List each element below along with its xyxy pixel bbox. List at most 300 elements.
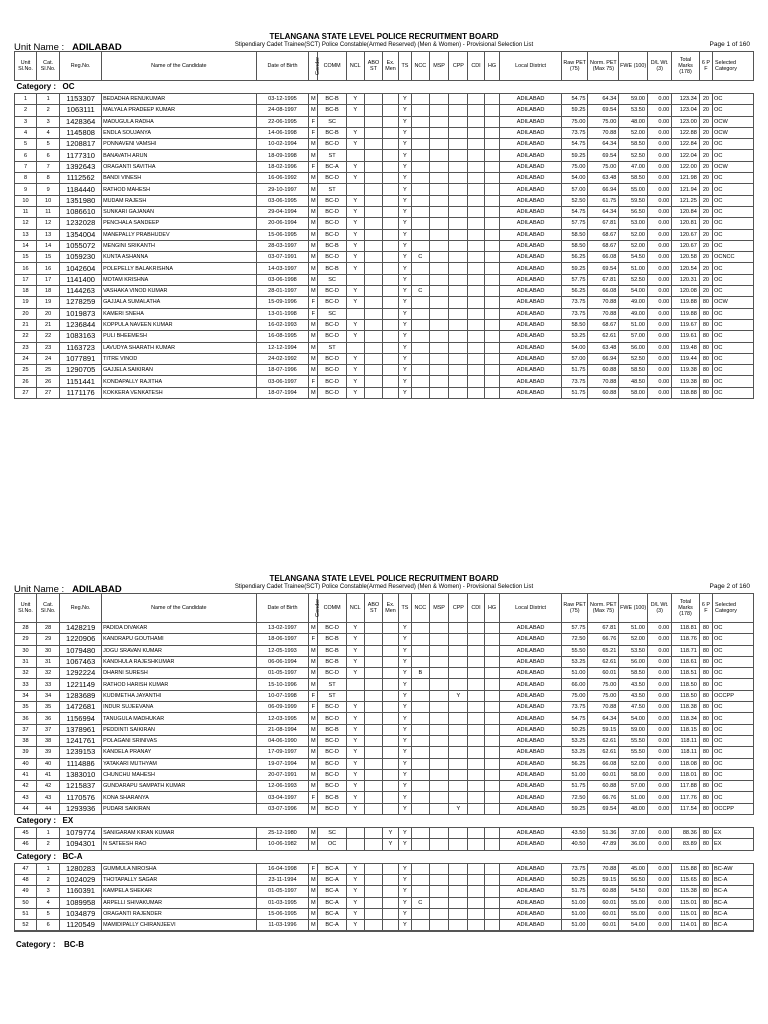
table-row — [15, 656, 754, 667]
date-of-birth-cell: 18-02-1996 — [256, 161, 309, 172]
fwe-cell: 58.50 — [619, 139, 648, 150]
cpp-cell: Y — [449, 690, 468, 701]
cat-sl-no-cell: 7 — [37, 161, 60, 172]
dl-wt-cell: 0.00 — [647, 828, 671, 839]
unit-sl-no-cell: 12 — [15, 218, 37, 229]
ts-cell: Y — [398, 792, 411, 803]
header-total-marks: Total Marks (178) — [672, 594, 700, 623]
hg-cell — [484, 94, 499, 105]
ncc-cell — [412, 387, 430, 398]
total-marks-cell: 115.88 — [672, 863, 700, 874]
hg-cell — [484, 252, 499, 263]
table-row — [15, 735, 754, 746]
ncc-cell — [412, 173, 430, 184]
ts-cell: Y — [398, 656, 411, 667]
selected-category-cell: OCW — [713, 127, 754, 138]
header-cpp: CPP — [449, 52, 468, 81]
unit-sl-no-cell: 36 — [15, 713, 37, 724]
header-total-marks: Total Marks (178) — [672, 52, 700, 81]
cpp-cell — [449, 116, 468, 127]
dl-wt-cell: 0.00 — [647, 184, 671, 195]
cpp-cell — [449, 387, 468, 398]
gender-cell: F — [309, 634, 318, 645]
raw-pet-cell: 57.00 — [561, 353, 587, 364]
table-row — [15, 645, 754, 656]
unit-sl-no-cell: 41 — [15, 769, 37, 780]
header-community: COMM — [318, 52, 347, 81]
reg-no-cell: 1236844 — [60, 319, 102, 330]
hg-cell — [484, 668, 499, 679]
date-of-birth-cell: 03-12-1995 — [256, 94, 309, 105]
unit-sl-no-cell: 31 — [15, 656, 37, 667]
community-cell: BC-B — [318, 127, 347, 138]
fwe-cell: 53.50 — [619, 645, 648, 656]
ex-men-cell — [383, 161, 398, 172]
selected-category-cell: OC — [713, 173, 754, 184]
ncl-cell: Y — [346, 803, 364, 814]
unit-sl-no-cell: 1 — [15, 94, 37, 105]
ncc-cell — [412, 634, 430, 645]
ex-men-cell: Y — [383, 828, 398, 839]
community-cell: ST — [318, 679, 347, 690]
gender-cell: M — [309, 286, 318, 297]
cdi-cell — [468, 218, 485, 229]
local-district-cell: ADILABAD — [500, 240, 562, 251]
ex-men-cell — [383, 365, 398, 376]
norm-pet-cell: 47.89 — [588, 839, 619, 850]
norm-pet-cell: 69.54 — [588, 803, 619, 814]
ts-cell: Y — [398, 139, 411, 150]
community-cell: ST — [318, 690, 347, 701]
dl-wt-cell: 0.00 — [647, 376, 671, 387]
dl-wt-cell: 0.00 — [647, 735, 671, 746]
reg-no-cell: 1428219 — [60, 623, 102, 634]
community-cell: SC — [318, 308, 347, 319]
fwe-cell: 55.00 — [619, 908, 648, 919]
ex-men-cell — [383, 886, 398, 897]
cdi-cell — [468, 803, 485, 814]
table-row — [15, 331, 754, 342]
selected-category-cell: OC — [713, 263, 754, 274]
table-row — [15, 769, 754, 780]
abo-st-cell — [364, 656, 383, 667]
ncl-cell — [346, 342, 364, 353]
raw-pet-cell: 51.75 — [561, 365, 587, 376]
cpp-cell — [449, 634, 468, 645]
ncl-cell — [346, 150, 364, 161]
hg-cell — [484, 828, 499, 839]
norm-pet-cell: 60.01 — [588, 908, 619, 919]
cpp-cell — [449, 758, 468, 769]
date-of-birth-cell: 18-06-1997 — [256, 634, 309, 645]
fwe-cell: 52.00 — [619, 758, 648, 769]
date-of-birth-cell: 21-08-1994 — [256, 724, 309, 735]
local-district-cell: ADILABAD — [500, 94, 562, 105]
dl-wt-cell: 0.00 — [647, 365, 671, 376]
six-pf-cell: 20 — [699, 274, 712, 285]
cdi-cell — [468, 908, 485, 919]
ts-cell: Y — [398, 713, 411, 724]
hg-cell — [484, 206, 499, 217]
norm-pet-cell: 62.61 — [588, 656, 619, 667]
norm-pet-cell: 69.54 — [588, 150, 619, 161]
ex-men-cell — [383, 769, 398, 780]
total-marks-cell: 122.88 — [672, 127, 700, 138]
candidate-name-cell: PADIDA DIVAKAR — [102, 623, 256, 634]
ncl-cell: Y — [346, 353, 364, 364]
msp-cell — [429, 758, 449, 769]
ncl-cell: Y — [346, 781, 364, 792]
cdi-cell — [468, 252, 485, 263]
subtitle-row — [14, 583, 754, 593]
unit-sl-no-cell: 46 — [15, 839, 37, 850]
candidate-name-cell: ENDLA SOUJANYA — [102, 127, 256, 138]
abo-st-cell — [364, 645, 383, 656]
table-row — [15, 886, 754, 897]
date-of-birth-cell: 01-03-1995 — [256, 897, 309, 908]
hg-cell — [484, 920, 499, 931]
local-district-cell: ADILABAD — [500, 150, 562, 161]
candidate-name-cell: TITRE VINOD — [102, 353, 256, 364]
ts-cell: Y — [398, 229, 411, 240]
norm-pet-cell: 63.48 — [588, 173, 619, 184]
cpp-cell — [449, 218, 468, 229]
local-district-cell: ADILABAD — [500, 274, 562, 285]
ncc-cell — [412, 758, 430, 769]
unit-sl-no-cell: 10 — [15, 195, 37, 206]
raw-pet-cell: 73.75 — [561, 376, 587, 387]
norm-pet-cell: 63.48 — [588, 342, 619, 353]
msp-cell — [429, 150, 449, 161]
local-district-cell: ADILABAD — [500, 331, 562, 342]
six-pf-cell: 20 — [699, 127, 712, 138]
msp-cell — [429, 839, 449, 850]
total-marks-cell: 118.08 — [672, 758, 700, 769]
page-number: Page 1 of 160 — [709, 41, 750, 48]
ex-men-cell — [383, 206, 398, 217]
ncc-cell — [412, 184, 430, 195]
fwe-cell: 58.00 — [619, 387, 648, 398]
six-pf-cell: 80 — [699, 331, 712, 342]
dl-wt-cell: 0.00 — [647, 195, 671, 206]
cat-sl-no-cell: 14 — [37, 240, 60, 251]
total-marks-cell: 119.48 — [672, 342, 700, 353]
header-msp: MSP — [429, 594, 449, 623]
local-district-cell: ADILABAD — [500, 886, 562, 897]
reg-no-cell: 1354004 — [60, 229, 102, 240]
abo-st-cell — [364, 679, 383, 690]
candidate-name-cell: MUDAM RAJESH — [102, 195, 256, 206]
selected-category-cell: OC — [713, 668, 754, 679]
reg-no-cell: 1160391 — [60, 886, 102, 897]
reg-no-cell: 1292224 — [60, 668, 102, 679]
selection-table — [14, 51, 754, 399]
ncl-cell: Y — [346, 634, 364, 645]
candidate-name-cell: POLAGANI SRINIVAS — [102, 735, 256, 746]
cat-sl-no-cell: 30 — [37, 645, 60, 656]
msp-cell — [429, 747, 449, 758]
cat-sl-no-cell: 3 — [37, 886, 60, 897]
cpp-cell — [449, 127, 468, 138]
abo-st-cell — [364, 713, 383, 724]
community-cell: ST — [318, 342, 347, 353]
cat-sl-no-cell: 2 — [37, 105, 60, 116]
abo-st-cell — [364, 127, 383, 138]
ncc-cell — [412, 297, 430, 308]
norm-pet-cell: 75.00 — [588, 679, 619, 690]
norm-pet-cell: 62.61 — [588, 735, 619, 746]
raw-pet-cell: 73.75 — [561, 297, 587, 308]
gender-cell: M — [309, 735, 318, 746]
hg-cell — [484, 679, 499, 690]
dl-wt-cell: 0.00 — [647, 668, 671, 679]
ncc-cell — [412, 724, 430, 735]
abo-st-cell — [364, 376, 383, 387]
hg-cell — [484, 702, 499, 713]
cat-sl-no-cell: 22 — [37, 331, 60, 342]
raw-pet-cell: 58.50 — [561, 319, 587, 330]
hg-cell — [484, 803, 499, 814]
cpp-cell — [449, 161, 468, 172]
gender-cell: M — [309, 724, 318, 735]
selected-category-cell: OC — [713, 206, 754, 217]
header-selected-category: Selected Category — [713, 594, 754, 623]
ncc-cell — [412, 839, 430, 850]
ts-cell: Y — [398, 920, 411, 931]
selected-category-cell: OC — [713, 735, 754, 746]
table-row — [15, 206, 754, 217]
raw-pet-cell: 75.00 — [561, 690, 587, 701]
community-cell: BC-D — [318, 781, 347, 792]
cat-sl-no-cell: 6 — [37, 150, 60, 161]
norm-pet-cell: 75.00 — [588, 161, 619, 172]
raw-pet-cell: 54.75 — [561, 139, 587, 150]
dl-wt-cell: 0.00 — [647, 206, 671, 217]
hg-cell — [484, 263, 499, 274]
unit-sl-no-cell: 28 — [15, 623, 37, 634]
fwe-cell: 58.50 — [619, 365, 648, 376]
table-row — [15, 353, 754, 364]
abo-st-cell — [364, 690, 383, 701]
hg-cell — [484, 297, 499, 308]
abo-st-cell — [364, 139, 383, 150]
cat-sl-no-cell: 21 — [37, 319, 60, 330]
dl-wt-cell: 0.00 — [647, 792, 671, 803]
gender-cell: F — [309, 863, 318, 874]
total-marks-cell: 119.44 — [672, 353, 700, 364]
cpp-cell — [449, 173, 468, 184]
msp-cell — [429, 263, 449, 274]
unit-sl-no-cell: 32 — [15, 668, 37, 679]
norm-pet-cell: 70.88 — [588, 297, 619, 308]
hg-cell — [484, 218, 499, 229]
abo-st-cell — [364, 897, 383, 908]
ex-men-cell — [383, 863, 398, 874]
date-of-birth-cell: 20-06-1994 — [256, 218, 309, 229]
candidate-name-cell: ORAGANTI SAVITHA — [102, 161, 256, 172]
six-pf-cell: 80 — [699, 365, 712, 376]
msp-cell — [429, 781, 449, 792]
ts-cell: Y — [398, 623, 411, 634]
hg-cell — [484, 116, 499, 127]
ncc-cell — [412, 803, 430, 814]
norm-pet-cell: 64.34 — [588, 206, 619, 217]
total-marks-cell: 121.94 — [672, 184, 700, 195]
selected-category-cell: OC — [713, 623, 754, 634]
hg-cell — [484, 229, 499, 240]
total-marks-cell: 118.71 — [672, 645, 700, 656]
raw-pet-cell: 56.25 — [561, 758, 587, 769]
community-cell: BC-A — [318, 920, 347, 931]
total-marks-cell: 119.38 — [672, 365, 700, 376]
cdi-cell — [468, 897, 485, 908]
raw-pet-cell: 51.00 — [561, 897, 587, 908]
norm-pet-cell: 68.67 — [588, 240, 619, 251]
six-pf-cell: 80 — [699, 702, 712, 713]
selected-category-cell: OC — [713, 286, 754, 297]
date-of-birth-cell: 03-07-1996 — [256, 803, 309, 814]
community-cell: BC-D — [318, 206, 347, 217]
ncl-cell: Y — [346, 206, 364, 217]
dl-wt-cell: 0.00 — [647, 286, 671, 297]
cdi-cell — [468, 308, 485, 319]
ncc-cell — [412, 679, 430, 690]
fwe-cell: 59.00 — [619, 94, 648, 105]
cpp-cell — [449, 365, 468, 376]
total-marks-cell: 120.81 — [672, 218, 700, 229]
abo-st-cell — [364, 908, 383, 919]
community-cell: SC — [318, 116, 347, 127]
cdi-cell — [468, 173, 485, 184]
candidate-name-cell: THOTAPALLY SAGAR — [102, 874, 256, 885]
community-cell: BC-B — [318, 656, 347, 667]
abo-st-cell — [364, 365, 383, 376]
ncl-cell — [346, 679, 364, 690]
gender-cell: M — [309, 758, 318, 769]
ncc-cell — [412, 920, 430, 931]
cpp-cell — [449, 908, 468, 919]
ncc-cell — [412, 206, 430, 217]
dl-wt-cell: 0.00 — [647, 387, 671, 398]
total-marks-cell: 117.88 — [672, 781, 700, 792]
date-of-birth-cell: 06-09-1999 — [256, 702, 309, 713]
gender-cell: M — [309, 828, 318, 839]
abo-st-cell — [364, 668, 383, 679]
community-cell: BC-D — [318, 623, 347, 634]
cdi-cell — [468, 229, 485, 240]
unit-sl-no-cell: 17 — [15, 274, 37, 285]
cpp-cell — [449, 331, 468, 342]
unit-sl-no-cell: 48 — [15, 874, 37, 885]
six-pf-cell: 80 — [699, 319, 712, 330]
raw-pet-cell: 73.75 — [561, 308, 587, 319]
raw-pet-cell: 59.25 — [561, 150, 587, 161]
cat-sl-no-cell: 35 — [37, 702, 60, 713]
msp-cell — [429, 863, 449, 874]
cdi-cell — [468, 656, 485, 667]
abo-st-cell — [364, 724, 383, 735]
dl-wt-cell: 0.00 — [647, 263, 671, 274]
ex-men-cell — [383, 105, 398, 116]
local-district-cell: ADILABAD — [500, 139, 562, 150]
ts-cell: Y — [398, 286, 411, 297]
candidate-name-cell: SUNKARI GAJANAN — [102, 206, 256, 217]
cdi-cell — [468, 127, 485, 138]
reg-no-cell: 1141400 — [60, 274, 102, 285]
header-hg: HG — [484, 52, 499, 81]
cpp-cell — [449, 668, 468, 679]
six-pf-cell: 80 — [699, 792, 712, 803]
cpp-cell — [449, 308, 468, 319]
six-pf-cell: 80 — [699, 724, 712, 735]
msp-cell — [429, 252, 449, 263]
candidate-name-cell: PUDARI SAIKIRAN — [102, 803, 256, 814]
community-cell: BC-A — [318, 897, 347, 908]
ncc-cell — [412, 908, 430, 919]
abo-st-cell — [364, 274, 383, 285]
fwe-cell: 55.50 — [619, 735, 648, 746]
msp-cell — [429, 94, 449, 105]
ncc-cell — [412, 229, 430, 240]
candidate-name-cell: MOTAM KRISHNA — [102, 274, 256, 285]
reg-no-cell: 1063111 — [60, 105, 102, 116]
cdi-cell — [468, 724, 485, 735]
ncl-cell — [346, 274, 364, 285]
table-row — [15, 387, 754, 398]
gender-cell: M — [309, 803, 318, 814]
ex-men-cell — [383, 803, 398, 814]
cdi-cell — [468, 679, 485, 690]
hg-cell — [484, 645, 499, 656]
cdi-cell — [468, 828, 485, 839]
msp-cell — [429, 286, 449, 297]
ncl-cell — [346, 116, 364, 127]
selected-category-cell: EX — [713, 839, 754, 850]
norm-pet-cell: 70.88 — [588, 702, 619, 713]
hg-cell — [484, 105, 499, 116]
local-district-cell: ADILABAD — [500, 387, 562, 398]
reg-no-cell: 1034879 — [60, 908, 102, 919]
gender-cell: M — [309, 240, 318, 251]
dl-wt-cell: 0.00 — [647, 724, 671, 735]
fwe-cell: 53.50 — [619, 105, 648, 116]
gender-cell: M — [309, 94, 318, 105]
header-reg-no: Reg.No. — [60, 594, 102, 623]
ncc-cell — [412, 263, 430, 274]
ncc-cell: C — [412, 252, 430, 263]
msp-cell — [429, 105, 449, 116]
dl-wt-cell: 0.00 — [647, 229, 671, 240]
ts-cell: Y — [398, 735, 411, 746]
gender-cell: M — [309, 139, 318, 150]
table-row — [15, 713, 754, 724]
norm-pet-cell: 66.08 — [588, 286, 619, 297]
ncl-cell — [346, 839, 364, 850]
six-pf-cell: 80 — [699, 839, 712, 850]
fwe-cell: 57.00 — [619, 331, 648, 342]
dl-wt-cell: 0.00 — [647, 297, 671, 308]
ts-cell: Y — [398, 116, 411, 127]
hg-cell — [484, 781, 499, 792]
norm-pet-cell: 67.81 — [588, 274, 619, 285]
table-row — [15, 240, 754, 251]
gender-cell: M — [309, 105, 318, 116]
raw-pet-cell: 57.75 — [561, 623, 587, 634]
raw-pet-cell: 51.75 — [561, 387, 587, 398]
table-row — [15, 365, 754, 376]
fwe-cell: 58.50 — [619, 668, 648, 679]
abo-st-cell — [364, 803, 383, 814]
